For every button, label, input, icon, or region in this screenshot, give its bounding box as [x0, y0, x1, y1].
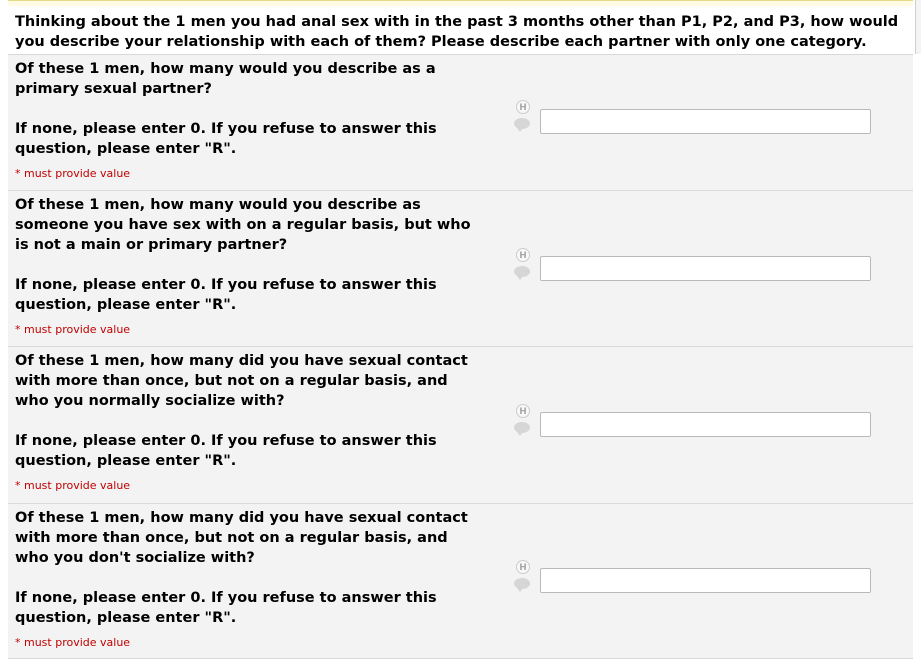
required-note: * must provide value — [15, 167, 131, 180]
required-note: * must provide value — [15, 323, 131, 336]
field-icons — [514, 560, 534, 596]
question-prompt: Of these 1 men, how many did you have sexual contact with more than once, but not on a regular basis, and who you normally socialize with? — [15, 353, 468, 409]
field-icons — [514, 100, 534, 136]
top-border — [8, 0, 913, 6]
matrix-header-text: Thinking about the 1 men you had anal sex with in the past 3 months other than P1, P2, and P3, how would you describe your relationship with each of them? Please describe each partner with only one category. — [15, 14, 899, 50]
scrollbar[interactable] — [915, 0, 921, 54]
question-instruction: If none, please enter 0. If you refuse to answer this question, please enter "R". — [15, 277, 437, 313]
question-instruction: If none, please enter 0. If you refuse to answer this question, please enter "R". — [15, 590, 437, 626]
question-prompt: Of these 1 men, how many would you describe as someone you have sex with on a regular basis, but who is not a main or primary partner? — [15, 197, 471, 253]
history-icon[interactable]: H — [516, 100, 530, 114]
question-label — [15, 508, 485, 649]
field-icons — [514, 248, 534, 284]
question-label — [15, 59, 485, 180]
question-instruction: If none, please enter 0. If you refuse to answer this question, please enter "R". — [15, 121, 437, 157]
required-note: * must provide value — [15, 636, 131, 649]
comment-icon[interactable] — [514, 422, 530, 433]
question-row-no-socialize — [8, 504, 913, 659]
history-icon[interactable]: H — [516, 248, 530, 262]
comment-icon[interactable] — [514, 266, 530, 277]
question-label — [15, 351, 485, 492]
history-icon[interactable]: H — [516, 560, 530, 574]
question-prompt: Of these 1 men, how many did you have sexual contact with more than once, but not on a regular basis, and who you don't socialize with? — [15, 510, 468, 566]
required-note: * must provide value — [15, 479, 131, 492]
comment-icon[interactable] — [514, 578, 530, 589]
question-row-primary — [8, 55, 913, 191]
question-prompt: Of these 1 men, how many would you describe as a primary sexual partner? — [15, 61, 436, 97]
matrix-header — [8, 7, 913, 55]
history-icon[interactable]: H — [516, 404, 530, 418]
primary-partner-count-input[interactable] — [540, 109, 871, 134]
question-row-socialize — [8, 347, 913, 504]
no-socialize-partner-count-input[interactable] — [540, 568, 871, 593]
question-row-regular — [8, 191, 913, 347]
question-instruction: If none, please enter 0. If you refuse to answer this question, please enter "R". — [15, 433, 437, 469]
question-label — [15, 195, 485, 336]
regular-partner-count-input[interactable] — [540, 256, 871, 281]
field-icons — [514, 404, 534, 440]
socialize-partner-count-input[interactable] — [540, 412, 871, 437]
comment-icon[interactable] — [514, 118, 530, 129]
